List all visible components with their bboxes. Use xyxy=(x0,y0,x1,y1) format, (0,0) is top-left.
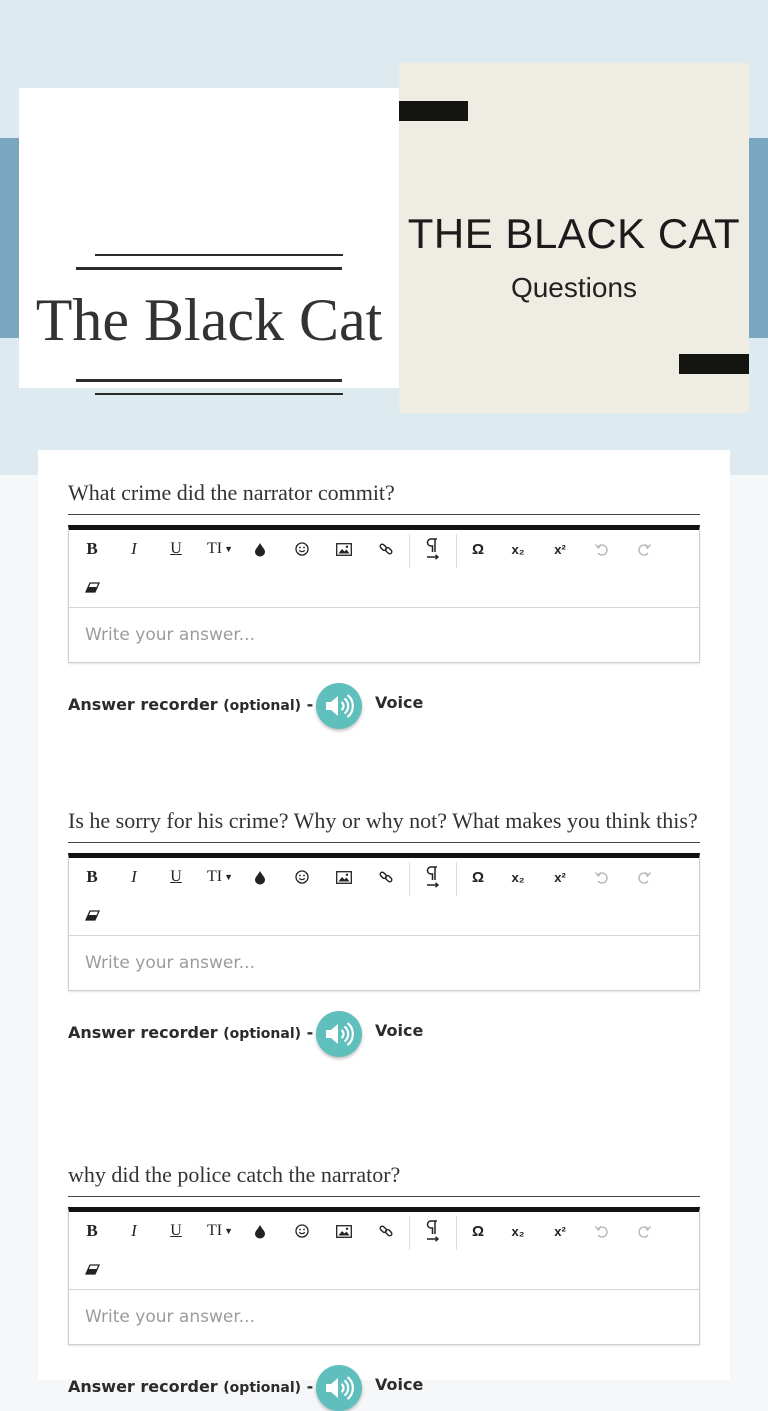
superscript-button[interactable]: x² xyxy=(554,1223,566,1239)
answer-editor xyxy=(68,853,700,991)
toolbar-separator xyxy=(409,1216,410,1250)
redo-button[interactable] xyxy=(629,1216,659,1246)
eraser-icon xyxy=(85,910,100,921)
link-button[interactable] xyxy=(371,862,401,892)
image-button[interactable] xyxy=(329,534,359,564)
redo-icon xyxy=(637,1225,651,1238)
decorative-bar xyxy=(679,354,749,374)
clear-formatting-button[interactable] xyxy=(77,572,107,602)
answer-recorder xyxy=(68,683,700,729)
answer-area[interactable] xyxy=(69,936,699,990)
voice-label: Voice xyxy=(375,693,424,712)
toolbar-separator xyxy=(456,534,457,568)
special-character-button[interactable]: Ω xyxy=(471,1222,485,1240)
toolbar-separator xyxy=(456,1216,457,1250)
right-title: THE BLACK CAT xyxy=(407,210,741,257)
emoji-button[interactable] xyxy=(287,862,317,892)
link-button[interactable] xyxy=(371,534,401,564)
question-block xyxy=(68,808,700,1057)
answer-editor xyxy=(68,525,700,663)
special-character-button[interactable]: Ω xyxy=(471,868,485,886)
paragraph-direction-button[interactable] xyxy=(418,1216,448,1246)
text-size-dropdown[interactable] xyxy=(203,862,237,892)
speaker-icon xyxy=(324,693,354,719)
redo-button[interactable] xyxy=(629,862,659,892)
italic-button[interactable]: I xyxy=(131,867,137,886)
text-size-label: TI xyxy=(206,540,223,557)
image-button[interactable] xyxy=(329,1216,359,1246)
emoji-button[interactable] xyxy=(287,1216,317,1246)
undo-button[interactable] xyxy=(587,534,617,564)
undo-button[interactable] xyxy=(587,862,617,892)
undo-icon xyxy=(595,871,609,884)
header xyxy=(0,0,768,475)
voice-record-button[interactable] xyxy=(316,1011,362,1057)
paragraph-direction-button[interactable] xyxy=(418,534,448,564)
caret-down-icon: ▼ xyxy=(224,1226,234,1236)
caret-down-icon: ▼ xyxy=(224,544,234,554)
answer-input[interactable] xyxy=(85,625,683,645)
voice-label: Voice xyxy=(375,1375,424,1394)
question-block xyxy=(68,480,700,729)
drop-icon xyxy=(255,871,265,884)
text-color-button[interactable] xyxy=(245,534,275,564)
text-size-dropdown[interactable] xyxy=(203,534,237,564)
text-size-dropdown[interactable] xyxy=(203,1216,237,1246)
worksheet-content xyxy=(38,450,730,1396)
superscript-button[interactable]: x² xyxy=(554,869,566,885)
underline-button[interactable]: U xyxy=(170,868,182,885)
paragraph-direction-button[interactable] xyxy=(418,862,448,892)
bold-button[interactable]: B xyxy=(86,539,98,558)
drop-icon xyxy=(255,1225,265,1238)
image-button[interactable] xyxy=(329,862,359,892)
question-text: Is he sorry for his crime? Why or why not? What makes you think this? xyxy=(68,808,700,843)
bold-button[interactable]: B xyxy=(86,1221,98,1240)
redo-button[interactable] xyxy=(629,534,659,564)
recorder-label: Answer recorder (optional) - xyxy=(68,1377,314,1396)
clear-formatting-button[interactable] xyxy=(77,900,107,930)
voice-record-button[interactable] xyxy=(316,683,362,729)
link-icon xyxy=(379,542,393,556)
clear-formatting-button[interactable] xyxy=(77,1254,107,1284)
divider xyxy=(76,267,342,270)
question-text: why did the police catch the narrator? xyxy=(68,1162,700,1197)
emoji-button[interactable] xyxy=(287,534,317,564)
toolbar-separator xyxy=(456,862,457,896)
editor-toolbar xyxy=(69,530,699,608)
caret-down-icon: ▼ xyxy=(224,872,234,882)
editor-toolbar xyxy=(69,858,699,936)
answer-input[interactable] xyxy=(85,1307,683,1327)
decorative-bar xyxy=(399,101,468,121)
pilcrow-icon xyxy=(426,538,440,560)
text-size-label: TI xyxy=(206,868,223,885)
voice-label: Voice xyxy=(375,1021,424,1040)
smiley-icon xyxy=(295,1224,309,1238)
divider xyxy=(95,393,343,395)
smiley-icon xyxy=(295,542,309,556)
answer-area[interactable] xyxy=(69,608,699,662)
text-color-button[interactable] xyxy=(245,862,275,892)
pilcrow-icon xyxy=(426,1220,440,1242)
subscript-button[interactable]: x₂ xyxy=(511,541,525,557)
superscript-button[interactable]: x² xyxy=(554,541,566,557)
underline-button[interactable]: U xyxy=(170,540,182,557)
toolbar-separator xyxy=(409,534,410,568)
voice-record-button[interactable] xyxy=(316,1365,362,1411)
underline-button[interactable]: U xyxy=(170,1222,182,1239)
recorder-label: Answer recorder (optional) - xyxy=(68,695,314,714)
recorder-label: Answer recorder (optional) - xyxy=(68,1023,314,1042)
answer-input[interactable] xyxy=(85,953,683,973)
title-card-right xyxy=(399,63,749,413)
redo-icon xyxy=(637,871,651,884)
toolbar-separator xyxy=(409,862,410,896)
bold-button[interactable]: B xyxy=(86,867,98,886)
subscript-button[interactable]: x₂ xyxy=(511,869,525,885)
divider xyxy=(76,379,342,382)
answer-area[interactable] xyxy=(69,1290,699,1344)
italic-button[interactable]: I xyxy=(131,1221,137,1240)
answer-editor xyxy=(68,1207,700,1345)
image-icon xyxy=(336,871,352,884)
title-card-left xyxy=(19,88,399,388)
smiley-icon xyxy=(295,870,309,884)
undo-button[interactable] xyxy=(587,1216,617,1246)
link-icon xyxy=(379,1224,393,1238)
text-size-label: TI xyxy=(206,1222,223,1239)
left-title: The Black Cat xyxy=(35,287,383,353)
undo-icon xyxy=(595,1225,609,1238)
right-subtitle: Questions xyxy=(510,272,638,303)
question-text: What crime did the narrator commit? xyxy=(68,480,700,515)
image-icon xyxy=(336,1225,352,1238)
link-button[interactable] xyxy=(371,1216,401,1246)
text-color-button[interactable] xyxy=(245,1216,275,1246)
drop-icon xyxy=(255,543,265,556)
italic-button[interactable]: I xyxy=(131,539,137,558)
speaker-icon xyxy=(324,1021,354,1047)
eraser-icon xyxy=(85,582,100,593)
speaker-icon xyxy=(324,1375,354,1401)
redo-icon xyxy=(637,543,651,556)
editor-toolbar xyxy=(69,1212,699,1290)
subscript-button[interactable]: x₂ xyxy=(511,1223,525,1239)
divider xyxy=(95,254,343,256)
answer-recorder xyxy=(68,1365,700,1411)
special-character-button[interactable]: Ω xyxy=(471,540,485,558)
image-icon xyxy=(336,543,352,556)
undo-icon xyxy=(595,543,609,556)
pilcrow-icon xyxy=(426,866,440,888)
eraser-icon xyxy=(85,1264,100,1275)
question-block xyxy=(68,1162,700,1411)
answer-recorder xyxy=(68,1011,700,1057)
link-icon xyxy=(379,870,393,884)
